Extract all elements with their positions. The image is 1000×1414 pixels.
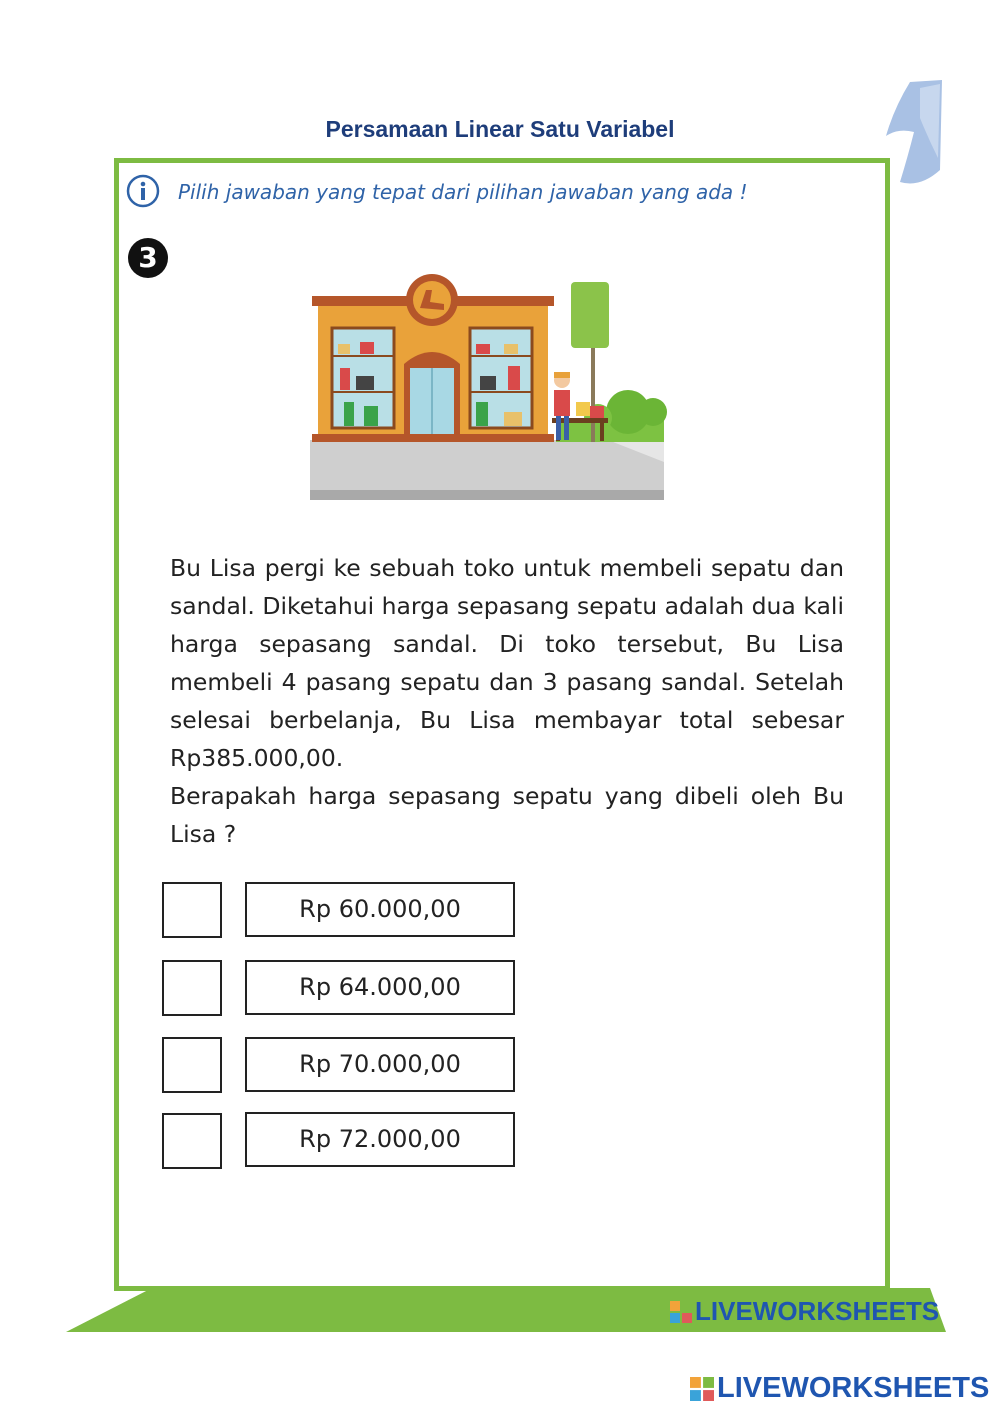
option-4-label[interactable]: Rp 72.000,00 bbox=[245, 1112, 515, 1167]
question-text bbox=[170, 549, 844, 853]
info-icon bbox=[126, 174, 160, 208]
liveworksheets-logo-icon bbox=[670, 1301, 692, 1323]
footer-logo bbox=[670, 1296, 939, 1327]
instruction-text: Pilih jawaban yang tepat dari pilihan jawaban yang ada ! bbox=[178, 180, 748, 204]
option-3-checkbox[interactable] bbox=[162, 1037, 222, 1093]
bottom-logo bbox=[690, 1372, 989, 1405]
option-3-label[interactable]: Rp 70.000,00 bbox=[245, 1037, 515, 1092]
liveworksheets-logo-icon bbox=[690, 1377, 714, 1401]
shoe-store-illustration bbox=[308, 272, 668, 504]
option-1-label[interactable]: Rp 60.000,00 bbox=[245, 882, 515, 937]
option-4-checkbox[interactable] bbox=[162, 1113, 222, 1169]
page-title: Persamaan Linear Satu Variabel bbox=[325, 116, 675, 142]
question-paragraph-1: Bu Lisa pergi ke sebuah toko untuk membeli sepatu dan sandal. Diketahui harga sepasang sepatu adalah dua kali harga sepasang sandal. Di toko tersebut, Bu Lisa membeli 4 pasang sepatu dan 3 pasang sandal. Setelah selesai berbelanja, Bu Lisa membayar total sebesar Rp385.000,00. bbox=[170, 554, 844, 772]
question-paragraph-2: Berapakah harga sepasang sepatu yang dibeli oleh Bu Lisa ? bbox=[170, 782, 844, 848]
bottom-logo-text: LIVEWORKSHEETS bbox=[717, 1372, 990, 1404]
option-2-checkbox[interactable] bbox=[162, 960, 222, 1016]
footer-logo-text: LIVEWORKSHEETS bbox=[695, 1296, 940, 1326]
option-1-checkbox[interactable] bbox=[162, 882, 222, 938]
option-2-label[interactable]: Rp 64.000,00 bbox=[245, 960, 515, 1015]
question-number-badge: 3 bbox=[128, 238, 168, 278]
